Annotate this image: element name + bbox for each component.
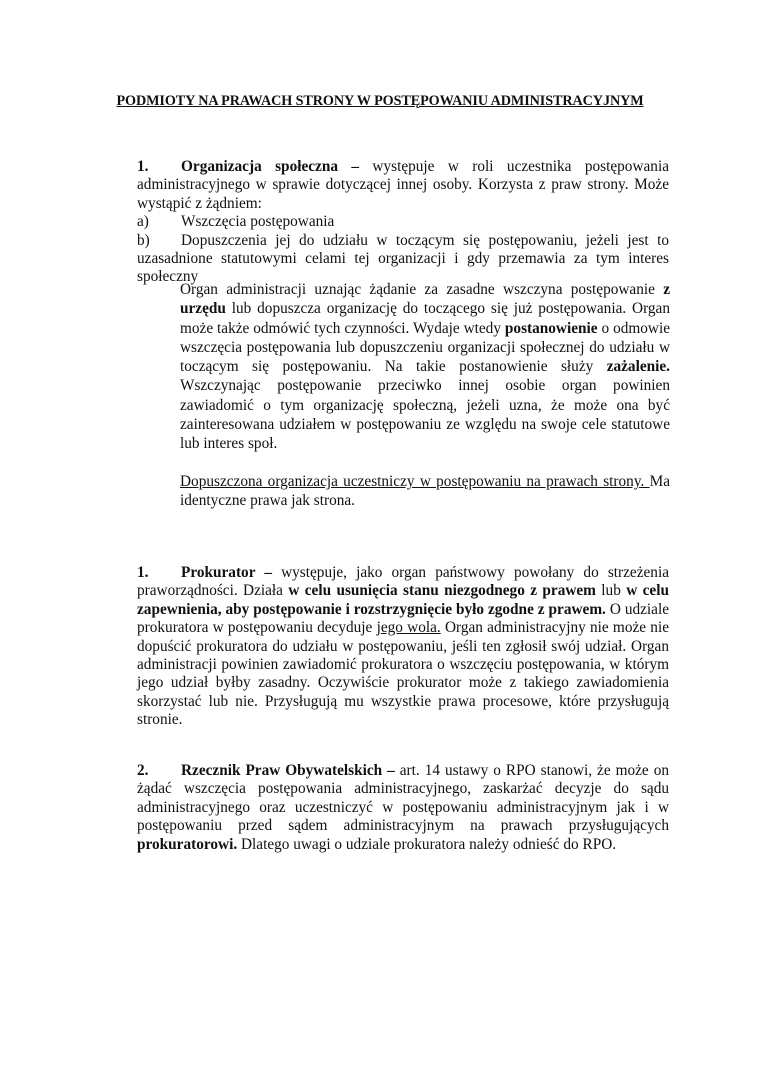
list-item-text: Dopuszczenia jej do udziału w toczącym się postępowaniu, jeżeli jest to uzasadnione statutowymi celami tej organizacji i gdy przemawia za tym interes społeczny xyxy=(137,231,669,286)
section1-indented-block xyxy=(180,280,670,510)
section1-indent-paragraph-2 xyxy=(180,472,670,511)
section3-paragraph xyxy=(137,762,669,854)
page-title: PODMIOTY NA PRAWACH STRONY W POSTĘPOWANIU ADMINISTRACYJNYM xyxy=(116,93,644,109)
bold-run: zażalenie. xyxy=(606,358,670,376)
bold-run: w celu zapewnienia, aby postępowanie i rozstrzygnięcie było zgodne z prawem. xyxy=(137,582,669,618)
text-run: Dlatego uwagi o udziale prokuratora należy odnieść do RPO. xyxy=(237,835,617,853)
section2-heading: Prokurator – xyxy=(181,564,272,581)
section1-indent-paragraph-1 xyxy=(180,280,670,454)
section-organizacja-spoleczna xyxy=(137,158,669,287)
section2-number: 1. xyxy=(137,564,149,581)
bold-run: postanowienie xyxy=(504,319,598,337)
section-rzecznik-praw-obywatelskich xyxy=(137,762,669,854)
bold-run: prokuratorowi. xyxy=(137,835,238,853)
section1-heading: Organizacja społeczna – xyxy=(181,158,360,175)
text-run: Organ administracji uznając żądanie za zasadne wszczyna postępowanie xyxy=(180,281,664,298)
text-run: Ma identyczne prawa jak strona. xyxy=(180,472,670,509)
underlined-run: jego wola. xyxy=(376,619,441,637)
bold-run: w celu usunięcia stanu niezgodnego z prawem xyxy=(288,582,596,600)
text-run: występuje, jako organ państwowy powołany do strzeżenia praworządności. Działa xyxy=(137,564,669,600)
section3-heading: Rzecznik Praw Obywatelskich – xyxy=(181,762,395,779)
text-run: O udziale prokuratora w postępowaniu decyduje xyxy=(137,600,669,637)
section1-intro-text: występuje w roli uczestnika postępowania administracyjnego w sprawie dotyczącej innej osoby. Korzysta z praw strony. Może wystąpić z żądniem: xyxy=(137,158,669,212)
underlined-run: Dopuszczona organizacja uczestniczy w postępowaniu na prawach strony. xyxy=(180,472,650,490)
list-item-label: b) xyxy=(137,231,150,249)
list-item xyxy=(137,232,669,287)
text-run: lub dopuszcza organizację do toczącego się już postępowania. Organ może także odmówić tych czynności. Wydaje wtedy xyxy=(180,300,670,337)
text-run: o odmowie wszczęcia postępowania lub dopuszczeniu organizacji społecznej do udziału w toczącym się postępowaniu. Na takie postanowienie służy xyxy=(180,319,671,376)
section3-number: 2. xyxy=(137,762,149,779)
list-item-label: a) xyxy=(137,213,149,231)
list-item-text: Wszczęcia postępowania xyxy=(181,213,335,231)
text-run: Wszczynając postępowanie przeciwko innej osobie organ powinien zawiadomić o tym organizację społeczną, jeżeli uzna, że może ona być zainteresowana udziałem w postępowaniu ze względu na swoje cele statutowe lub interes społ. xyxy=(180,377,670,453)
text-run: art. 14 ustawy o RPO stanowi, że może on żądać wszczęcia postępowania administracyjnego, zaskarżać decyzje do sądu administracyjnego oraz uczestniczyć w postępowaniu administracyjnym jak i w postępowaniu przed sądem administracyjnym na prawach przysługujących xyxy=(137,762,670,835)
text-run: lub xyxy=(595,582,627,600)
list-item xyxy=(137,213,669,231)
bold-run: z urzędu xyxy=(180,281,670,318)
section1-intro xyxy=(137,158,669,213)
section2-paragraph xyxy=(137,564,669,730)
section-prokurator xyxy=(137,564,669,730)
text-run: Organ administracyjny nie może nie dopuścić prokuratora do udziału w postępowaniu, jeśli ten zgłosił swój udział. Organ administracji powinien zawiadomić prokuratora o wszczęciu postępowania, w którym jego udział byłby zasadny. Oczywiście prokurator może z takiego zawiadomienia skorzystać lub nie. Przysługują mu wszystkie prawa procesowe, które przysługują stronie. xyxy=(137,619,669,729)
section1-number: 1. xyxy=(137,158,149,175)
